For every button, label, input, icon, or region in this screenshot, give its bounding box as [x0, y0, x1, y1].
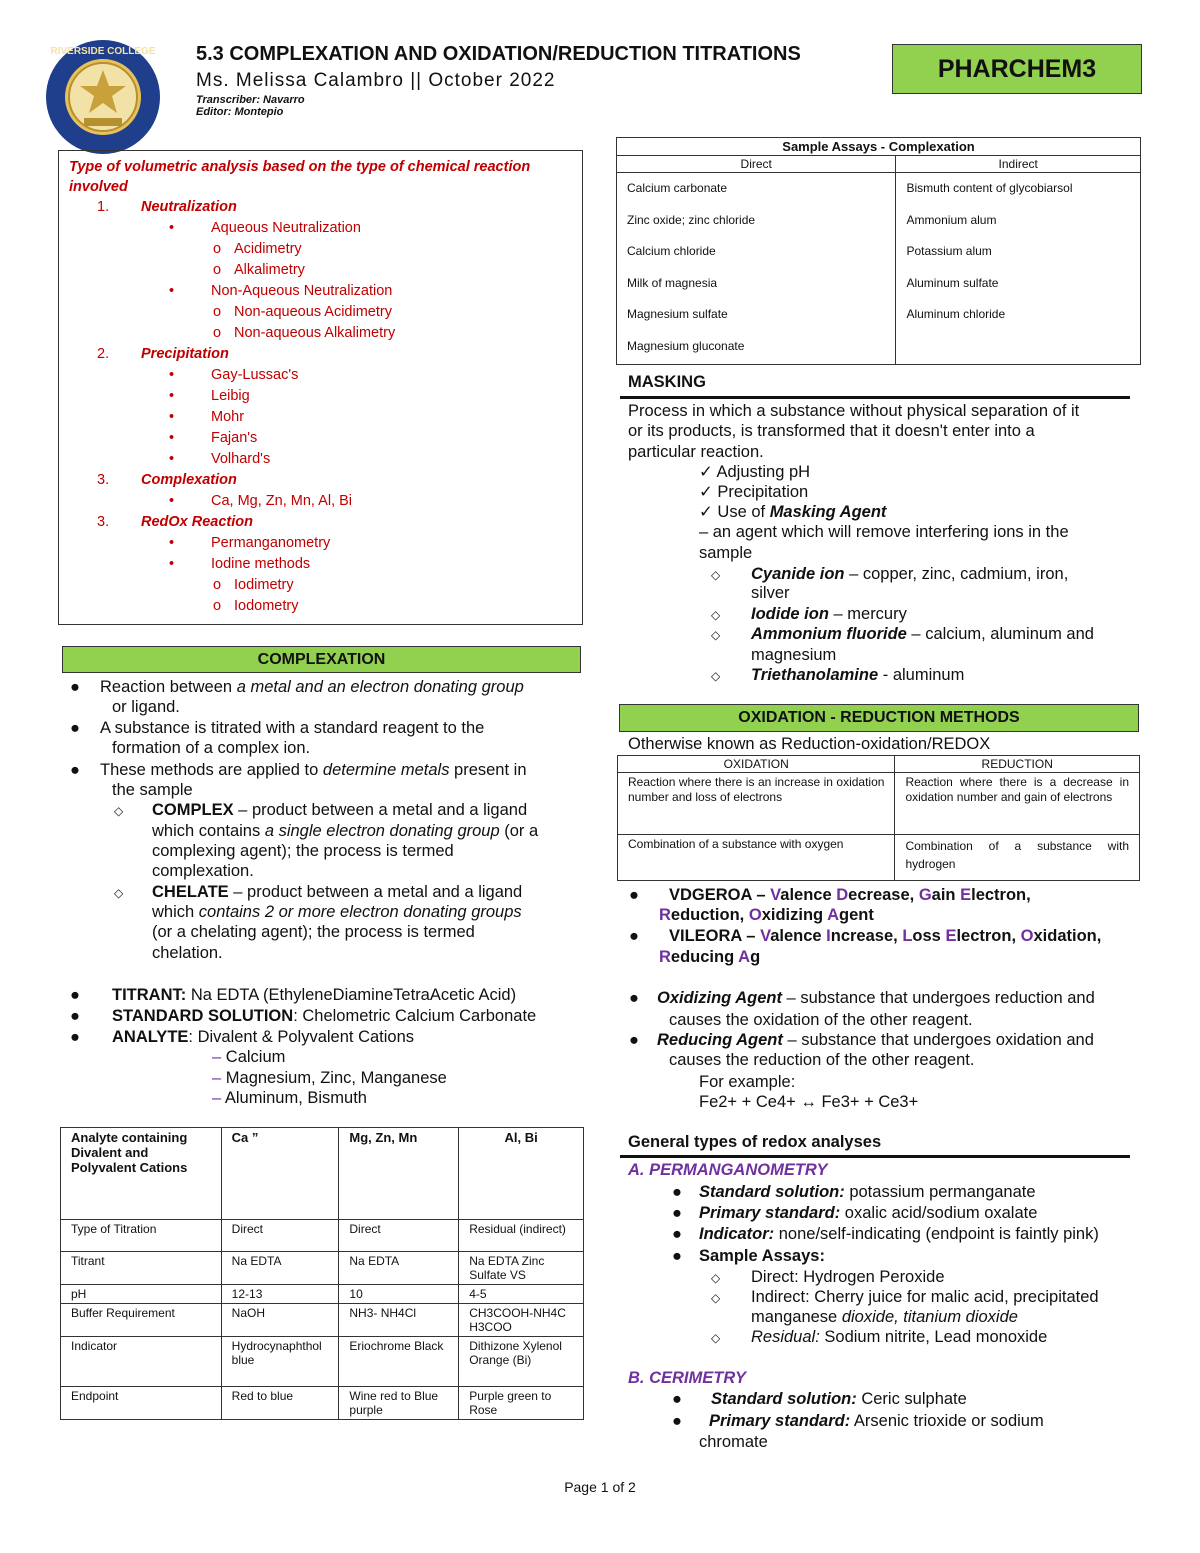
table-cell: Indicator	[61, 1337, 222, 1387]
table-header: Ca ”	[221, 1128, 339, 1220]
list-item: Iodometry	[234, 598, 299, 614]
table-cell	[617, 173, 896, 365]
analysis-types-heading: Type of volumetric analysis based on the type of chemical reaction involved	[69, 159, 531, 195]
redox-aka: Otherwise known as Reduction-oxidation/REDOX	[628, 735, 991, 753]
list-item: Complexation	[141, 472, 237, 488]
table-header: Direct	[617, 156, 896, 173]
text-line: – Aluminum, Bismuth	[212, 1089, 367, 1107]
assay-item: Zinc oxide; zinc chloride	[627, 212, 756, 227]
list-item: Iodimetry	[234, 577, 294, 593]
text-line: chelation.	[152, 944, 223, 962]
document-subtitle: Ms. Melissa Calambro || October 2022	[196, 70, 556, 91]
transcriber: Transcriber: Navarro	[196, 94, 305, 106]
table-cell: 12-13	[221, 1285, 339, 1304]
assay-item: Calcium chloride	[627, 244, 716, 258]
text-line: Iodide ion – mercury	[751, 605, 907, 623]
text-line: Direct: Hydrogen Peroxide	[751, 1268, 945, 1286]
mnemonic-vileora-cont: Reducing Ag	[659, 948, 761, 966]
text-line: or ligand.	[112, 698, 180, 716]
list-number: 2.	[97, 346, 110, 362]
list-item: Neutralization	[141, 199, 237, 215]
list-item: Mohr	[211, 409, 245, 425]
list-item: Iodine methods	[211, 556, 311, 572]
text-line: ANALYTE: Divalent & Polyvalent Cations	[112, 1028, 415, 1046]
list-item: Permanganometry	[211, 535, 331, 551]
assay-item: Potassium alum	[906, 244, 992, 258]
sample-assays-table	[616, 137, 1141, 365]
list-item: Leibig	[211, 388, 250, 404]
table-cell: Na EDTA Zinc Sulfate VS	[459, 1252, 584, 1285]
text-line: ✓ Precipitation	[699, 483, 809, 501]
list-item: Alkalimetry	[234, 262, 305, 278]
list-item: Acidimetry	[234, 241, 302, 257]
text-line: Reducing Agent – substance that undergoes oxidation and	[657, 1031, 1094, 1049]
text-line: Indirect: Cherry juice for malic acid, precipitated	[751, 1288, 1099, 1306]
text-line: COMPLEX – product between a metal and a ligand	[152, 801, 528, 819]
text-line: complexation.	[152, 862, 254, 880]
document-title: 5.3 COMPLEXATION AND OXIDATION/REDUCTION TITRATIONS	[196, 43, 801, 65]
analysis-types-box: Type of volumetric analysis based on the type of chemical reaction involved 1. Neutralization • Aqueous Neutralization o Acidimetry o Alkalimetry • Non-Aqueous Neutralization o Non-aqueous Acidimetry o Non-aqueous Alkalimetry 2. Precipitation • Gay-Lussac's • Leibig • Mohr • Fajan's • Volhard's 3. Complexation • Ca, Mg, Zn, Mn, Al, Bi 3. RedOx Reaction • Permanganometry • Iodine methods o Iodimetry o Iodometry	[58, 150, 583, 625]
text-line: Primary standard: oxalic acid/sodium oxalate	[699, 1204, 1038, 1222]
table-cell: Purple green to Rose	[459, 1387, 584, 1420]
table-header: Analyte containing Divalent and Polyvalent Cations	[61, 1128, 222, 1220]
text-line: ✓ Use of Masking Agent	[699, 503, 887, 521]
redox-heading: OXIDATION - REDUCTION METHODS	[619, 704, 1139, 732]
text-line: the sample	[112, 781, 193, 799]
text-line: Indicator: none/self-indicating (endpoint is faintly pink)	[699, 1225, 1099, 1243]
table-cell: Direct	[221, 1220, 339, 1252]
assay-item: Aluminum chloride	[906, 307, 1006, 321]
mnemonic-vdgeroa: VDGEROA – Valence Decrease, Gain Electron,	[669, 886, 1031, 904]
text-line: – Calcium	[212, 1048, 286, 1066]
text-line: These methods are applied to determine metals present in	[100, 761, 527, 779]
text-line: Standard solution: potassium permanganate	[699, 1183, 1036, 1201]
table-cell: Na EDTA	[339, 1252, 459, 1285]
table-cell: Direct	[339, 1220, 459, 1252]
text-line: Standard solution: Ceric sulphate	[711, 1390, 967, 1408]
text-line: Sample Assays:	[699, 1247, 825, 1265]
course-code: PHARCHEM3	[892, 44, 1142, 94]
table-header: REDUCTION	[895, 756, 1140, 773]
list-item: Gay-Lussac's	[211, 367, 299, 383]
analyte-table	[60, 1127, 584, 1420]
text-line: manganese dioxide, titanium dioxide	[751, 1308, 1018, 1326]
list-item: Ca, Mg, Zn, Mn, Al, Bi	[211, 493, 353, 509]
text-line: formation of a complex ion.	[112, 739, 311, 757]
table-cell: 10	[339, 1285, 459, 1304]
table-cell: Eriochrome Black	[339, 1337, 459, 1387]
list-item: Non-aqueous Alkalimetry	[234, 325, 396, 341]
college-logo	[44, 38, 162, 156]
text-line: Ammonium fluoride – calcium, aluminum and	[751, 625, 1094, 643]
masking-heading: MASKING	[628, 373, 706, 391]
table-cell: CH3COOH-NH4CH3COO	[459, 1304, 584, 1337]
cerimetry-heading: B. CERIMETRY	[628, 1369, 746, 1387]
text-line: Oxidizing Agent – substance that undergoes reduction and	[657, 989, 1095, 1007]
text-line: (or a chelating agent); the process is termed	[152, 923, 475, 941]
text-line: ✓ Adjusting pH	[699, 463, 811, 481]
table-title: Sample Assays - Complexation	[617, 138, 1141, 156]
text-line: magnesium	[751, 646, 837, 664]
table-cell: Combination of a substance with hydrogen	[895, 835, 1140, 881]
assay-item: Magnesium gluconate	[627, 338, 745, 353]
redox-table	[617, 755, 1140, 881]
table-cell: NaOH	[221, 1304, 339, 1337]
text-line: complexing agent); the process is termed	[152, 842, 454, 860]
list-item: Non-aqueous Acidimetry	[234, 304, 392, 320]
list-item: Fajan's	[211, 430, 258, 446]
assay-item: Bismuth content of glycobiarsol	[906, 181, 1073, 195]
text-line: particular reaction.	[628, 443, 764, 461]
text-line: which contains 2 or more electron donating groups	[152, 903, 522, 921]
table-header: Al, Bi	[459, 1128, 584, 1220]
table-cell: Buffer Requirement	[61, 1304, 222, 1337]
text-line: chromate	[699, 1433, 768, 1451]
table-cell	[896, 173, 1141, 365]
permanganometry-heading: A. PERMANGANOMETRY	[628, 1161, 828, 1179]
list-item: Non-Aqueous Neutralization	[211, 283, 393, 299]
editor: Editor: Montepio	[196, 106, 284, 118]
text-line: STANDARD SOLUTION: Chelometric Calcium Carbonate	[112, 1007, 537, 1025]
assay-item: Calcium carbonate	[627, 181, 728, 195]
text-line: – Magnesium, Zinc, Manganese	[212, 1069, 447, 1087]
svg-text:RIVERSIDE COLLEGE: RIVERSIDE COLLEGE	[50, 46, 156, 57]
table-header: OXIDATION	[618, 756, 895, 773]
list-number: 1.	[97, 199, 110, 215]
text-line: – an agent which will remove interfering ions in the	[699, 523, 1069, 541]
assay-item: Magnesium sulfate	[627, 307, 728, 321]
list-number: 3.	[97, 472, 110, 488]
assay-item: Aluminum sulfate	[906, 275, 999, 290]
text-line: Triethanolamine - aluminum	[751, 666, 965, 684]
list-item: Precipitation	[141, 346, 229, 362]
text-line: which contains a single electron donating group (or a	[152, 822, 539, 840]
table-header: Indirect	[896, 156, 1141, 173]
table-cell: Reaction where there is a decrease in oxidation number and gain of electrons	[895, 773, 1140, 835]
assay-item: Milk of magnesia	[627, 275, 718, 290]
mnemonic-vileora: VILEORA – Valence Increase, Loss Electron, Oxidation,	[669, 927, 1102, 945]
table-cell: NH3- NH4Cl	[339, 1304, 459, 1337]
text-line: Primary standard: Arsenic trioxide or sodium	[709, 1412, 1044, 1430]
text-line: TITRANT: Na EDTA (EthyleneDiamineTetraAcetic Acid)	[112, 986, 517, 1004]
text-line: Cyanide ion – copper, zinc, cadmium, iron,	[751, 565, 1069, 583]
list-number: 3.	[97, 514, 110, 530]
table-cell: Reaction where there is an increase in oxidation number and loss of electrons	[618, 773, 895, 835]
page-number: Page 1 of 2	[564, 1479, 636, 1495]
table-cell: Titrant	[61, 1252, 222, 1285]
mnemonic-vdgeroa-cont: Reduction, Oxidizing Agent	[659, 906, 874, 924]
text-line: Reaction between a metal and an electron donating group	[100, 678, 524, 696]
table-cell: Dithizone Xylenol Orange (Bi)	[459, 1337, 584, 1387]
table-cell: Wine red to Blue purple	[339, 1387, 459, 1420]
assay-item: Ammonium alum	[906, 212, 997, 227]
table-cell: pH	[61, 1285, 222, 1304]
table-cell: Hydrocynaphthol blue	[221, 1337, 339, 1387]
table-cell: 4-5	[459, 1285, 584, 1304]
table-cell: Red to blue	[221, 1387, 339, 1420]
text-line: Process in which a substance without physical separation of it	[628, 402, 1080, 420]
table-cell: Endpoint	[61, 1387, 222, 1420]
table-header: Mg, Zn, Mn	[339, 1128, 459, 1220]
list-item: Aqueous Neutralization	[211, 220, 361, 236]
table-cell: Na EDTA	[221, 1252, 339, 1285]
list-item: Volhard's	[211, 451, 271, 467]
table-cell: Type of Titration	[61, 1220, 222, 1252]
text-line: For example:	[699, 1073, 796, 1091]
text-line: Residual: Sodium nitrite, Lead monoxide	[751, 1328, 1048, 1346]
text-line: causes the oxidation of the other reagent.	[669, 1011, 973, 1029]
text-line: Fe2+ + Ce4+ ↔ Fe3+ + Ce3+	[699, 1093, 919, 1111]
text-line: CHELATE – product between a metal and a ligand	[152, 883, 523, 901]
text-line: silver	[751, 584, 790, 602]
table-cell: Residual (indirect)	[459, 1220, 584, 1252]
text-line: causes the reduction of the other reagent.	[669, 1051, 975, 1069]
text-line: sample	[699, 544, 753, 562]
table-cell: Combination of a substance with oxygen	[618, 835, 895, 881]
list-item: RedOx Reaction	[141, 514, 253, 530]
text-line: A substance is titrated with a standard reagent to the	[100, 719, 485, 737]
general-types-heading: General types of redox analyses	[628, 1133, 882, 1151]
text-line: or its products, is transformed that it doesn't enter into a	[628, 422, 1035, 440]
complexation-heading: COMPLEXATION	[62, 646, 581, 673]
